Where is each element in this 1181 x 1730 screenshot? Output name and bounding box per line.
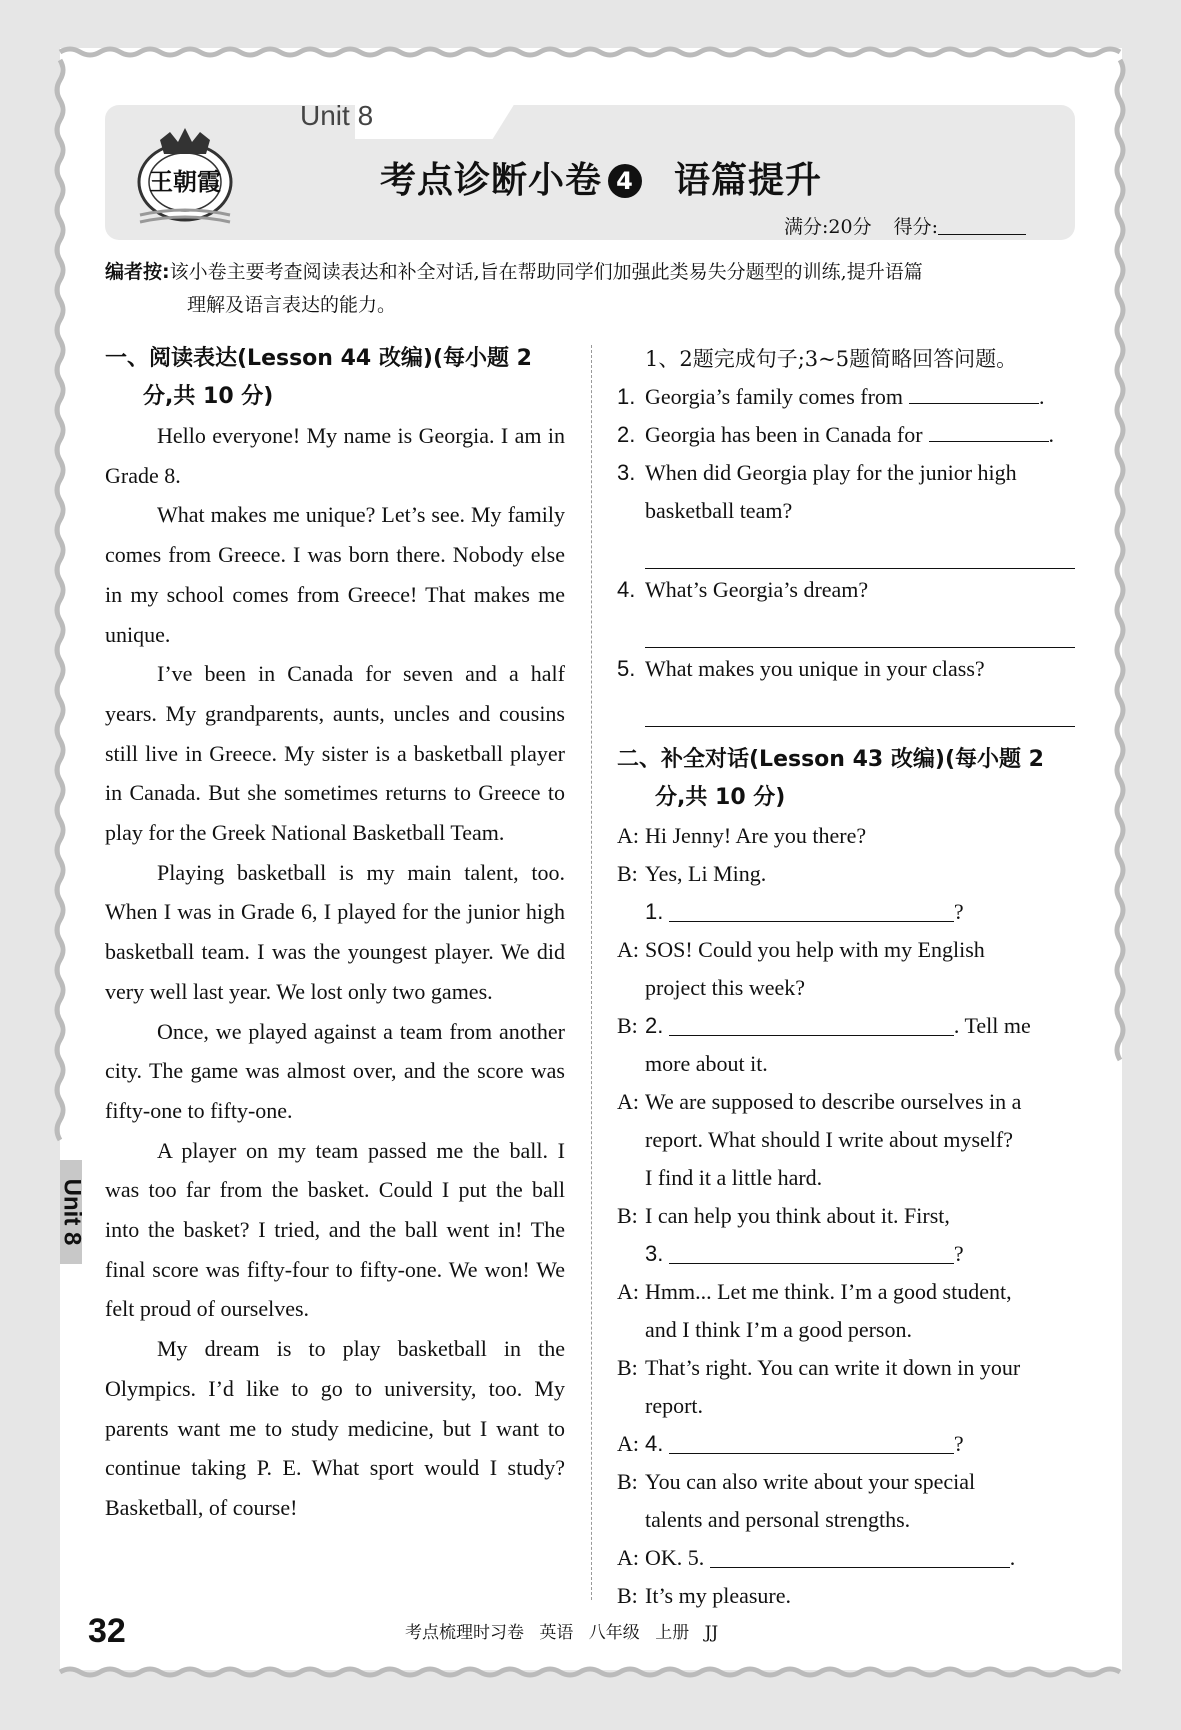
dialogue-text: Hmm... Let me think. I’m a good student,	[645, 1279, 1012, 1304]
logo-text: 王朝霞	[149, 167, 221, 196]
title-part2: 语篇提升	[674, 160, 823, 201]
publisher-logo	[130, 120, 240, 230]
dialogue-line	[617, 1007, 1075, 1045]
dialogue-text-cont: I find it a little hard.	[645, 1165, 823, 1190]
question-1	[617, 378, 1075, 416]
dialogue-blank-1	[617, 893, 1075, 931]
speaker-a: A:	[617, 1545, 639, 1570]
dialogue-text: I can help you think about it. First,	[645, 1203, 950, 1228]
title-number-badge: 4	[608, 164, 642, 198]
editor-note-label: 编者按:	[105, 261, 170, 283]
unit-tab	[355, 103, 515, 139]
side-tab-label: Unit 8	[58, 1178, 86, 1246]
dialogue-text: That’s right. You can write it down in your	[645, 1355, 1021, 1380]
question-4	[617, 571, 1075, 609]
question-end: .	[1039, 384, 1045, 409]
speaker-b: B:	[617, 861, 638, 886]
instruction: 1、2题完成句子;3~5题简略回答问题。	[645, 347, 1018, 371]
question-text: What’s Georgia’s dream?	[645, 577, 869, 602]
blank-number: 4.	[645, 1431, 664, 1456]
question-end: .	[1048, 422, 1055, 447]
question-number: 2.	[617, 422, 636, 447]
dialogue-line	[617, 931, 1075, 969]
passage-paragraph: My dream is to play basketball in the Olympics. I’d like to go to university, too. My parents want me to study medicine, but I want to continue taking P. E. What sport would I study? Basketball, of course!	[105, 1336, 565, 1520]
dialogue-blank-3	[617, 1235, 1075, 1273]
editor-note	[105, 256, 1085, 322]
passage-paragraph: Once, we played against a team from another city. The game was almost over, and the score was fifty-one to fifty-one.	[105, 1018, 565, 1123]
answer-blank-d4[interactable]	[669, 1433, 954, 1454]
speaker-b: B:	[617, 1203, 638, 1228]
score-line	[784, 212, 1026, 239]
speaker-a: A:	[617, 823, 639, 848]
answer-blank-d3[interactable]	[669, 1243, 954, 1264]
dialogue-text: Yes, Li Ming.	[645, 861, 767, 886]
dialogue-line	[617, 817, 1075, 855]
title-part1: 考点诊断小卷	[380, 160, 603, 201]
answer-line-5[interactable]	[645, 688, 1075, 727]
question-text: What makes you unique in your class?	[645, 656, 985, 681]
question-number: 5.	[617, 656, 636, 681]
dialogue-text: We are supposed to describe ourselves in a	[645, 1089, 1022, 1114]
editor-note-line1: 该小卷主要考查阅读表达和补全对话,旨在帮助同学们加强此类易失分题型的训练,提升语篇	[169, 261, 923, 283]
question-number: 3.	[617, 460, 636, 485]
questions-section	[617, 340, 1075, 1615]
footer-text: 考点梳理时习卷 英语 八年级 上册 JJ	[405, 1623, 719, 1643]
blank-number: 2.	[645, 1013, 664, 1038]
speaker-a: A:	[617, 1431, 639, 1456]
passage-paragraph: I’ve been in Canada for seven and a half years. My grandparents, aunts, uncles and cousins still live in Greece. My sister is a basketball player in Canada. But she sometimes returns to Greece to play for the Greek National Basketball Team.	[105, 661, 565, 846]
dialogue-line	[617, 1425, 1075, 1463]
dialogue-text: . Tell me	[953, 1013, 1031, 1038]
question-mark: ?	[953, 1241, 964, 1266]
dialogue-line	[617, 1539, 1075, 1577]
section2-heading-line2: 分,共 10 分)	[655, 785, 786, 810]
dialogue-line	[617, 1083, 1075, 1121]
dialogue-text-cont: project this week?	[645, 975, 806, 1000]
blank-number: 3.	[645, 1241, 664, 1266]
dialogue-text-cont: report.	[645, 1393, 704, 1418]
dialogue-text-cont: more about it.	[645, 1051, 768, 1076]
speaker-b: B:	[617, 1013, 638, 1038]
column-divider	[591, 345, 592, 1600]
dialogue-text: SOS! Could you help with my English	[645, 937, 985, 962]
answer-blank-d1[interactable]	[669, 901, 954, 922]
passage-paragraph: Hello everyone! My name is Georgia. I am in Grade 8.	[105, 423, 565, 488]
dialogue-text: It’s my pleasure.	[645, 1583, 792, 1608]
dialogue-text: Hi Jenny! Are you there?	[645, 823, 867, 848]
question-text: When did Georgia play for the junior high	[645, 460, 1017, 485]
answer-blank-d2[interactable]	[669, 1015, 954, 1036]
question-text: Georgia’s family comes from	[645, 384, 904, 409]
passage-paragraph: A player on my team passed me the ball. I was too far from the basket. Could I put the ball into the basket? I tried, and the ball went in! The final score was fifty-four to fifty-one. We won! We felt proud of ourselves.	[105, 1137, 565, 1322]
period-mark: .	[1009, 1545, 1016, 1570]
question-number: 4.	[617, 577, 636, 602]
speaker-a: A:	[617, 937, 639, 962]
dialogue-text: You can also write about your special	[645, 1469, 976, 1494]
speaker-b: B:	[617, 1583, 638, 1608]
dialogue-text-cont: report. What should I write about myself?	[645, 1127, 1013, 1152]
unit-label: Unit 8	[300, 100, 374, 131]
score-got-label: 得分:	[893, 216, 939, 238]
dialogue-line	[617, 855, 1075, 893]
editor-note-line2: 理解及语言表达的能力。	[187, 294, 397, 316]
full-score: 满分:20分	[784, 216, 872, 238]
dialogue-text-cont: talents and personal strengths.	[645, 1507, 911, 1532]
dialogue-line	[617, 1463, 1075, 1501]
dialogue-text: OK. 5.	[645, 1545, 705, 1570]
question-text-cont: basketball team?	[645, 498, 793, 523]
question-number: 1.	[617, 384, 636, 409]
speaker-a: A:	[617, 1279, 639, 1304]
question-mark: ?	[953, 1431, 964, 1456]
section2-heading	[617, 741, 1075, 817]
speaker-b: B:	[617, 1469, 638, 1494]
reading-section	[105, 340, 565, 1528]
dialogue-line	[617, 1197, 1075, 1235]
blank-number: 1.	[645, 899, 664, 924]
page-title	[380, 152, 822, 203]
answer-blank-d5[interactable]	[710, 1547, 1010, 1568]
question-5	[617, 650, 1075, 688]
answer-blank-2[interactable]	[929, 421, 1049, 442]
section2-heading-line1: 二、补全对话(Lesson 43 改编)(每小题 2	[617, 747, 1044, 772]
dialogue-line	[617, 1273, 1075, 1311]
page-number: 32	[88, 1612, 126, 1650]
answer-line-4[interactable]	[645, 609, 1075, 648]
question-mark: ?	[953, 899, 964, 924]
dialogue-line	[617, 1349, 1075, 1387]
dialogue-text-cont: and I think I’m a good person.	[645, 1317, 912, 1342]
answer-blank-1[interactable]	[909, 383, 1039, 404]
dialogue-line	[617, 1577, 1075, 1615]
question-2	[617, 416, 1075, 454]
section1-heading-line1: 一、阅读表达(Lesson 44 改编)(每小题 2	[105, 346, 532, 371]
section1-heading	[105, 340, 565, 416]
answer-line-3[interactable]	[645, 530, 1075, 569]
speaker-b: B:	[617, 1355, 638, 1380]
question-text: Georgia has been in Canada for	[645, 422, 923, 447]
speaker-a: A:	[617, 1089, 639, 1114]
passage-paragraph: Playing basketball is my main talent, too. When I was in Grade 6, I played for the junior high basketball team. I was the youngest player. We did very well last year. We lost only two games.	[105, 859, 565, 1004]
section1-heading-line2: 分,共 10 分)	[143, 384, 274, 409]
question-3	[617, 454, 1075, 492]
score-blank[interactable]	[938, 216, 1026, 235]
passage-paragraph: What makes me unique? Let’s see. My family comes from Greece. I was born there. Nobody else in my school comes from Greece! That makes me unique.	[105, 502, 565, 647]
